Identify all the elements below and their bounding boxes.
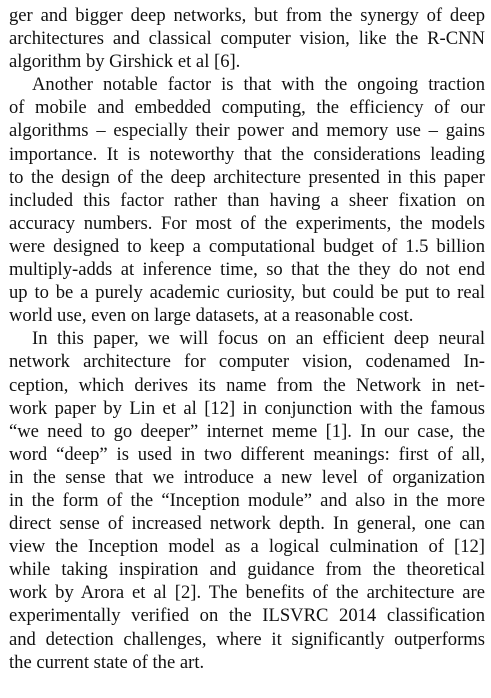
text-line: direct sense of increased network depth. In general, one can (9, 513, 485, 535)
paragraph-continuation (9, 4, 485, 73)
text-line: the current state of the art. (9, 651, 205, 673)
text-line: “we need to go deeper” internet meme [1]. In our case, the (9, 420, 485, 442)
text-line: work paper by Lin et al [12] in conjunction with the famous (9, 397, 485, 419)
text-line: algorithm by Girshick et al [6]. (9, 51, 241, 73)
text-line: ception, which derives its name from the Network in net- (9, 374, 485, 396)
text-line: network architecture for computer vision, codenamed In- (9, 351, 485, 373)
paragraph-inception-intro (9, 327, 485, 673)
text-line: were designed to keep a computational budget of 1.5 billion (9, 235, 485, 257)
text-line: importance. It is noteworthy that the considerations leading (9, 143, 485, 165)
text-line: experimentally verified on the ILSVRC 2014 classification (9, 605, 485, 627)
text-line: up to be a purely academic curiosity, but could be put to real (9, 282, 485, 304)
text-line: world use, even on large datasets, at a reasonable cost. (9, 305, 414, 327)
text-line: architectures and classical computer vision, like the R-CNN (9, 28, 485, 50)
text-line: to the design of the deep architecture presented in this paper (9, 166, 485, 188)
text-line: included this factor rather than having a sheer fixation on (9, 189, 485, 211)
text-line: and detection challenges, where it significantly outperforms (9, 628, 485, 650)
text-line: in the form of the “Inception module” and also in the more (9, 489, 485, 511)
text-line: of mobile and embedded computing, the efficiency of our (9, 97, 485, 119)
paragraph-efficiency (9, 73, 485, 327)
text-line: accuracy numbers. For most of the experiments, the models (9, 212, 485, 234)
text-line: work by Arora et al [2]. The benefits of the architecture are (9, 582, 485, 604)
text-line: view the Inception model as a logical culmination of [12] (9, 536, 485, 558)
text-line: word “deep” is used in two different meanings: first of all, (9, 443, 485, 465)
text-line: algorithms – especially their power and memory use – gains (9, 120, 485, 142)
text-line: multiply-adds at inference time, so that the they do not end (9, 259, 485, 281)
text-line: In this paper, we will focus on an efficient deep neural (32, 328, 485, 350)
text-line: ger and bigger deep networks, but from the synergy of deep (9, 5, 485, 26)
text-line: Another notable factor is that with the ongoing traction (32, 74, 485, 96)
text-line: in the sense that we introduce a new level of organization (9, 466, 485, 488)
paper-text-column (9, 4, 485, 674)
text-line: while taking inspiration and guidance from the theoretical (9, 559, 485, 581)
